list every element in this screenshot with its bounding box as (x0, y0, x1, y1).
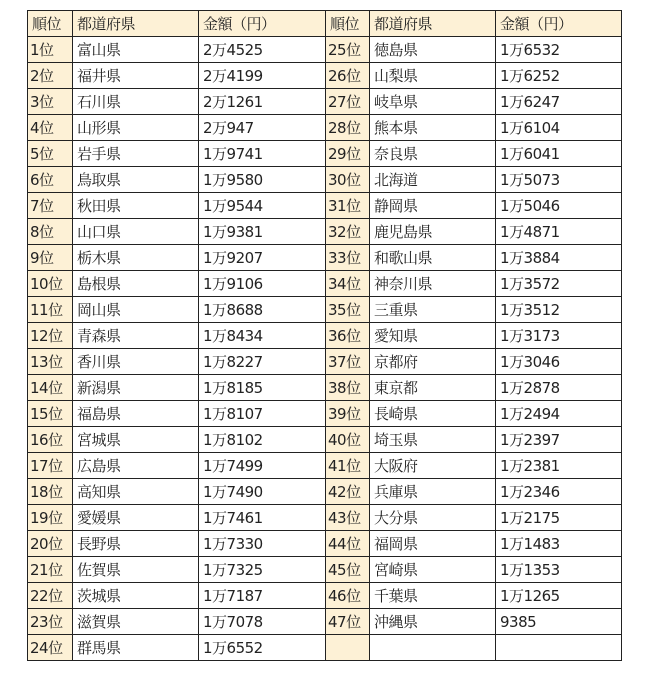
rank-cell: 5位 (28, 141, 73, 167)
rank-cell: 31位 (326, 193, 370, 219)
table-row (28, 193, 622, 219)
prefecture-cell: 長野県 (73, 531, 199, 557)
rank-cell: 15位 (28, 401, 73, 427)
rank-cell: 23位 (28, 609, 73, 635)
amount-cell: 1万3884 (496, 245, 622, 271)
prefecture-cell: 愛媛県 (73, 505, 199, 531)
amount-cell: 1万2175 (496, 505, 622, 531)
rank-cell: 39位 (326, 401, 370, 427)
amount-cell: 1万6532 (496, 37, 622, 63)
amount-cell: 1万2494 (496, 401, 622, 427)
amount-cell: 2万1261 (199, 89, 326, 115)
amount-cell: 1万8102 (199, 427, 326, 453)
prefecture-cell: 香川県 (73, 349, 199, 375)
amount-cell: 2万947 (199, 115, 326, 141)
rank-cell: 27位 (326, 89, 370, 115)
amount-cell: 1万7187 (199, 583, 326, 609)
prefecture-cell: 千葉県 (370, 583, 496, 609)
amount-cell: 1万4871 (496, 219, 622, 245)
amount-cell: 1万1265 (496, 583, 622, 609)
rank-cell: 32位 (326, 219, 370, 245)
rank-cell: 42位 (326, 479, 370, 505)
prefecture-cell: 秋田県 (73, 193, 199, 219)
amount-cell: 1万2878 (496, 375, 622, 401)
rank-cell: 35位 (326, 297, 370, 323)
amount-cell: 1万8227 (199, 349, 326, 375)
prefecture-cell: 青森県 (73, 323, 199, 349)
prefecture-cell: 北海道 (370, 167, 496, 193)
rank-cell: 11位 (28, 297, 73, 323)
rank-cell: 18位 (28, 479, 73, 505)
amount-cell: 1万9207 (199, 245, 326, 271)
header-amount: 金額（円） (199, 11, 326, 37)
amount-cell: 1万8107 (199, 401, 326, 427)
amount-cell: 1万8688 (199, 297, 326, 323)
prefecture-cell: 岩手県 (73, 141, 199, 167)
amount-cell: 2万4199 (199, 63, 326, 89)
prefecture-cell: 茨城県 (73, 583, 199, 609)
amount-cell: 1万9741 (199, 141, 326, 167)
table-row (28, 427, 622, 453)
prefecture-cell: 栃木県 (73, 245, 199, 271)
rank-cell: 9位 (28, 245, 73, 271)
prefecture-cell: 岡山県 (73, 297, 199, 323)
rank-cell: 25位 (326, 37, 370, 63)
rank-cell: 26位 (326, 63, 370, 89)
table-row (28, 531, 622, 557)
rank-cell: 33位 (326, 245, 370, 271)
prefecture-cell: 島根県 (73, 271, 199, 297)
rank-cell: 43位 (326, 505, 370, 531)
rank-cell: 13位 (28, 349, 73, 375)
prefecture-cell: 新潟県 (73, 375, 199, 401)
table-row (28, 349, 622, 375)
amount-cell: 2万4525 (199, 37, 326, 63)
amount-cell: 1万9381 (199, 219, 326, 245)
prefecture-cell: 東京都 (370, 375, 496, 401)
prefecture-cell: 静岡県 (370, 193, 496, 219)
table-row (28, 63, 622, 89)
rank-cell: 19位 (28, 505, 73, 531)
prefecture-cell: 埼玉県 (370, 427, 496, 453)
rank-cell: 36位 (326, 323, 370, 349)
rank-cell: 4位 (28, 115, 73, 141)
header-rank: 順位 (326, 11, 370, 37)
amount-cell: 1万2346 (496, 479, 622, 505)
amount-cell: 1万1353 (496, 557, 622, 583)
amount-cell: 1万5073 (496, 167, 622, 193)
rank-cell: 22位 (28, 583, 73, 609)
header-rank: 順位 (28, 11, 73, 37)
amount-cell: 1万6041 (496, 141, 622, 167)
amount-cell: 9385 (496, 609, 622, 635)
amount-cell: 1万7330 (199, 531, 326, 557)
amount-cell: 1万6104 (496, 115, 622, 141)
prefecture-cell: 広島県 (73, 453, 199, 479)
amount-cell: 1万3512 (496, 297, 622, 323)
rank-cell: 20位 (28, 531, 73, 557)
prefecture-cell: 徳島県 (370, 37, 496, 63)
rank-cell: 46位 (326, 583, 370, 609)
prefecture-cell: 山梨県 (370, 63, 496, 89)
rank-cell: 14位 (28, 375, 73, 401)
prefecture-cell: 福島県 (73, 401, 199, 427)
prefecture-cell: 長崎県 (370, 401, 496, 427)
rank-cell: 40位 (326, 427, 370, 453)
table-row (28, 635, 622, 661)
rank-cell: 17位 (28, 453, 73, 479)
amount-cell: 1万6247 (496, 89, 622, 115)
rank-cell: 44位 (326, 531, 370, 557)
amount-cell: 1万7078 (199, 609, 326, 635)
rank-cell: 45位 (326, 557, 370, 583)
table-row (28, 375, 622, 401)
amount-cell: 1万7499 (199, 453, 326, 479)
prefecture-cell: 山口県 (73, 219, 199, 245)
prefecture-cell: 鹿児島県 (370, 219, 496, 245)
rank-cell: 29位 (326, 141, 370, 167)
prefecture-cell: 福岡県 (370, 531, 496, 557)
amount-cell: 1万8185 (199, 375, 326, 401)
prefecture-cell: 宮城県 (73, 427, 199, 453)
rank-cell: 28位 (326, 115, 370, 141)
table-row (28, 271, 622, 297)
table-row (28, 141, 622, 167)
amount-cell: 1万8434 (199, 323, 326, 349)
amount-cell: 1万9580 (199, 167, 326, 193)
header-amount: 金額（円） (496, 11, 622, 37)
prefecture-cell: 兵庫県 (370, 479, 496, 505)
rank-cell (326, 635, 370, 661)
rank-cell: 2位 (28, 63, 73, 89)
prefecture-cell (370, 635, 496, 661)
rank-cell: 1位 (28, 37, 73, 63)
header-prefecture: 都道府県 (73, 11, 199, 37)
table-row (28, 557, 622, 583)
amount-cell: 1万5046 (496, 193, 622, 219)
rank-cell: 10位 (28, 271, 73, 297)
table-row (28, 479, 622, 505)
rank-cell: 12位 (28, 323, 73, 349)
table-row (28, 609, 622, 635)
amount-cell: 1万2381 (496, 453, 622, 479)
table-row (28, 505, 622, 531)
prefecture-cell: 三重県 (370, 297, 496, 323)
table-row (28, 245, 622, 271)
prefecture-cell: 岐阜県 (370, 89, 496, 115)
prefecture-cell: 石川県 (73, 89, 199, 115)
table-row (28, 401, 622, 427)
table-row (28, 453, 622, 479)
table-row (28, 219, 622, 245)
prefecture-cell: 鳥取県 (73, 167, 199, 193)
amount-cell: 1万6552 (199, 635, 326, 661)
amount-cell: 1万3572 (496, 271, 622, 297)
prefecture-cell: 富山県 (73, 37, 199, 63)
amount-cell: 1万9544 (199, 193, 326, 219)
prefecture-cell: 大阪府 (370, 453, 496, 479)
table-row (28, 37, 622, 63)
table-row (28, 323, 622, 349)
amount-cell: 1万3173 (496, 323, 622, 349)
rank-cell: 34位 (326, 271, 370, 297)
prefecture-cell: 京都府 (370, 349, 496, 375)
rank-cell: 16位 (28, 427, 73, 453)
rank-cell: 37位 (326, 349, 370, 375)
rank-cell: 38位 (326, 375, 370, 401)
amount-cell (496, 635, 622, 661)
table-row (28, 115, 622, 141)
prefecture-cell: 沖縄県 (370, 609, 496, 635)
prefecture-cell: 滋賀県 (73, 609, 199, 635)
table-row (28, 89, 622, 115)
table-row (28, 297, 622, 323)
prefecture-cell: 高知県 (73, 479, 199, 505)
prefecture-ranking-table (27, 10, 622, 661)
rank-cell: 3位 (28, 89, 73, 115)
amount-cell: 1万7325 (199, 557, 326, 583)
prefecture-cell: 愛知県 (370, 323, 496, 349)
prefecture-cell: 奈良県 (370, 141, 496, 167)
rank-cell: 21位 (28, 557, 73, 583)
rank-cell: 47位 (326, 609, 370, 635)
prefecture-cell: 佐賀県 (73, 557, 199, 583)
amount-cell: 1万2397 (496, 427, 622, 453)
header-prefecture: 都道府県 (370, 11, 496, 37)
amount-cell: 1万6252 (496, 63, 622, 89)
amount-cell: 1万1483 (496, 531, 622, 557)
amount-cell: 1万9106 (199, 271, 326, 297)
table-row (28, 583, 622, 609)
prefecture-cell: 神奈川県 (370, 271, 496, 297)
table-row (28, 167, 622, 193)
rank-cell: 6位 (28, 167, 73, 193)
amount-cell: 1万3046 (496, 349, 622, 375)
rank-cell: 30位 (326, 167, 370, 193)
prefecture-cell: 熊本県 (370, 115, 496, 141)
prefecture-cell: 大分県 (370, 505, 496, 531)
amount-cell: 1万7490 (199, 479, 326, 505)
prefecture-cell: 宮崎県 (370, 557, 496, 583)
amount-cell: 1万7461 (199, 505, 326, 531)
rank-cell: 24位 (28, 635, 73, 661)
prefecture-cell: 山形県 (73, 115, 199, 141)
header-row (28, 11, 622, 37)
rank-cell: 41位 (326, 453, 370, 479)
prefecture-cell: 和歌山県 (370, 245, 496, 271)
prefecture-cell: 福井県 (73, 63, 199, 89)
rank-cell: 7位 (28, 193, 73, 219)
rank-cell: 8位 (28, 219, 73, 245)
prefecture-cell: 群馬県 (73, 635, 199, 661)
